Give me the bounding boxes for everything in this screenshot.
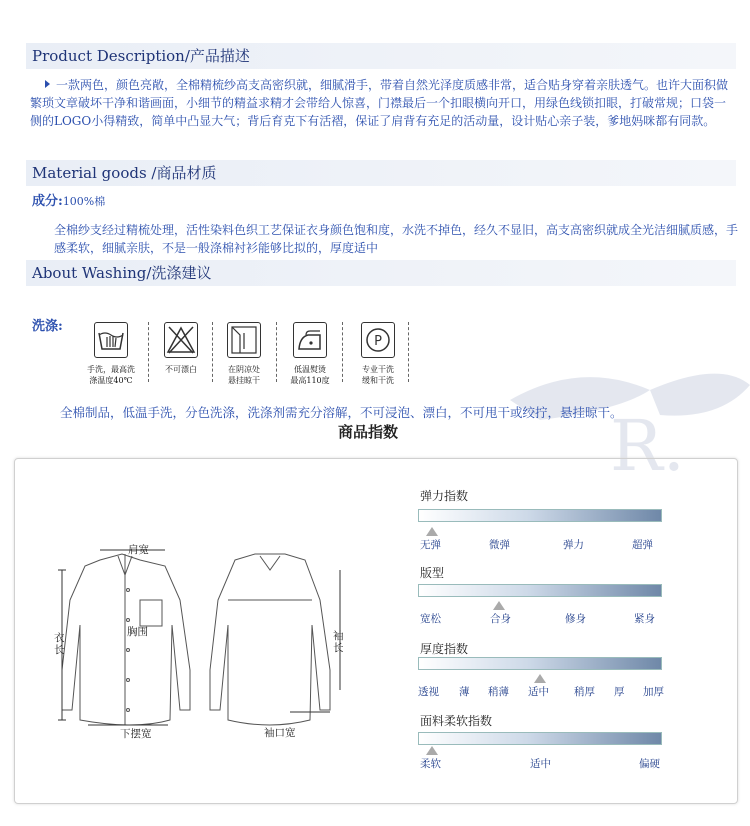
care-label: 低温熨烫 <box>294 365 326 374</box>
material-text: 全棉纱支经过精梳处理，活性染料色织工艺保证衣身颜色饱和度，水洗不掉色，经久不显旧，高支高密织就成全光洁细腻质感，手感柔软，细腻亲肤，不是一般涤棉衬衫能够比拟的，厚度适中 <box>54 223 739 255</box>
rating-label: 加厚 <box>643 686 664 698</box>
selected-marker-icon <box>493 601 505 610</box>
rating-label: 稍厚 <box>574 686 595 698</box>
label-hem: 下摆宽 <box>120 728 152 740</box>
care-item-no-bleach <box>150 322 212 375</box>
divider <box>342 322 343 382</box>
selected-marker-icon <box>426 527 438 536</box>
product-description <box>30 76 736 130</box>
care-label: 缓和干洗 <box>362 376 394 385</box>
svg-text:P: P <box>374 334 382 349</box>
selected-marker-icon <box>426 746 438 755</box>
rating-label: 宽松 <box>420 613 441 625</box>
rating-bar <box>418 584 662 597</box>
rating-label: 适中 <box>530 758 551 770</box>
rating-softness-title: 面料柔软指数 <box>420 714 493 728</box>
section-title-washing: About Washing/洗涤建议 <box>26 260 736 286</box>
rating-bar <box>418 732 662 745</box>
rating-label: 稍薄 <box>488 686 509 698</box>
rating-thickness-title: 厚度指数 <box>420 642 469 656</box>
rating-label: 厚 <box>614 686 625 698</box>
svg-text:R.: R. <box>610 405 685 480</box>
care-item-dry-clean <box>347 322 409 386</box>
no-bleach-icon <box>164 322 198 358</box>
care-label: 在阴凉处 <box>228 365 260 374</box>
composition-label: 成分: <box>32 194 63 209</box>
rating-label: 柔软 <box>420 758 441 770</box>
rating-label: 偏硬 <box>639 758 660 770</box>
rating-bar <box>418 509 662 522</box>
low-iron-icon <box>293 322 327 358</box>
washing-note: 全棉制品，低温手洗，分色洗涤，洗涤剂需充分溶解，不可浸泡、漂白，不可甩干或绞拧，悬挂晾干。 <box>60 405 623 420</box>
index-title: 商品指数 <box>337 423 398 441</box>
care-label: 不可漂白 <box>165 365 197 374</box>
care-label: 涤温度40℃ <box>89 376 133 385</box>
rating-label: 透视 <box>418 686 439 698</box>
care-item-low-iron <box>279 322 341 386</box>
rating-label: 微弹 <box>489 539 510 551</box>
composition-value: 100%棉 <box>62 195 106 208</box>
shirt-size-diagram <box>40 530 360 740</box>
label-cuff: 袖口宽 <box>264 727 296 739</box>
rating-label: 薄 <box>459 686 470 698</box>
product-text: 一款两色，颜色亮敞，全棉精梳纱高支高密织就，细腻滑手，带着自然光泽度质感非常，适合贴身穿着亲肤透气。也许大面积做繁琐文章破坏干净和谐画面，小细节的精益求精才会带给人惊喜，门襟最后一个扣眼横向开口，用绿色线锁扣眼，打破常规；口袋一侧的LOGO小得精致，简单中凸显大气；背后育克下有活褶，保证了肩背有充足的活动量，设计贴心亲子装，爹地妈咪都有同款。 <box>30 78 729 128</box>
label-sleeve: 袖长 <box>333 630 344 654</box>
care-label: 手洗，最高洗 <box>87 365 135 374</box>
care-item-line-dry <box>213 322 275 386</box>
rating-bar <box>418 657 662 670</box>
divider <box>148 322 149 382</box>
dry-clean-p-icon <box>361 322 395 358</box>
composition <box>32 193 105 211</box>
rating-label: 合身 <box>490 613 511 625</box>
care-label: 最高110度 <box>290 376 330 385</box>
rating-fit-title: 版型 <box>420 566 445 580</box>
hand-wash-icon <box>94 322 128 358</box>
label-chest: 胸围 <box>127 626 148 638</box>
washing-label: 洗涤: <box>32 319 63 334</box>
care-label: 悬挂晾干 <box>228 376 260 385</box>
rating-label: 修身 <box>565 613 586 625</box>
line-dry-shade-icon <box>227 322 261 358</box>
rating-elasticity-title: 弹力指数 <box>420 489 469 503</box>
rating-label: 紧身 <box>634 613 655 625</box>
rating-label: 弹力 <box>563 539 584 551</box>
care-label: 专业干洗 <box>362 365 394 374</box>
rating-label: 适中 <box>528 686 549 698</box>
label-shoulder: 肩宽 <box>128 544 149 556</box>
rating-label: 无弹 <box>420 539 441 551</box>
bullet-arrow-icon <box>45 80 50 88</box>
rating-label: 超弹 <box>632 539 653 551</box>
label-length: 衣长 <box>54 632 65 656</box>
divider <box>408 322 409 382</box>
care-item-hand-wash <box>80 322 142 386</box>
section-title-product: Product Description/产品描述 <box>26 43 736 69</box>
divider <box>276 322 277 382</box>
section-title-material: Material goods /商品材质 <box>26 160 736 186</box>
selected-marker-icon <box>534 674 546 683</box>
